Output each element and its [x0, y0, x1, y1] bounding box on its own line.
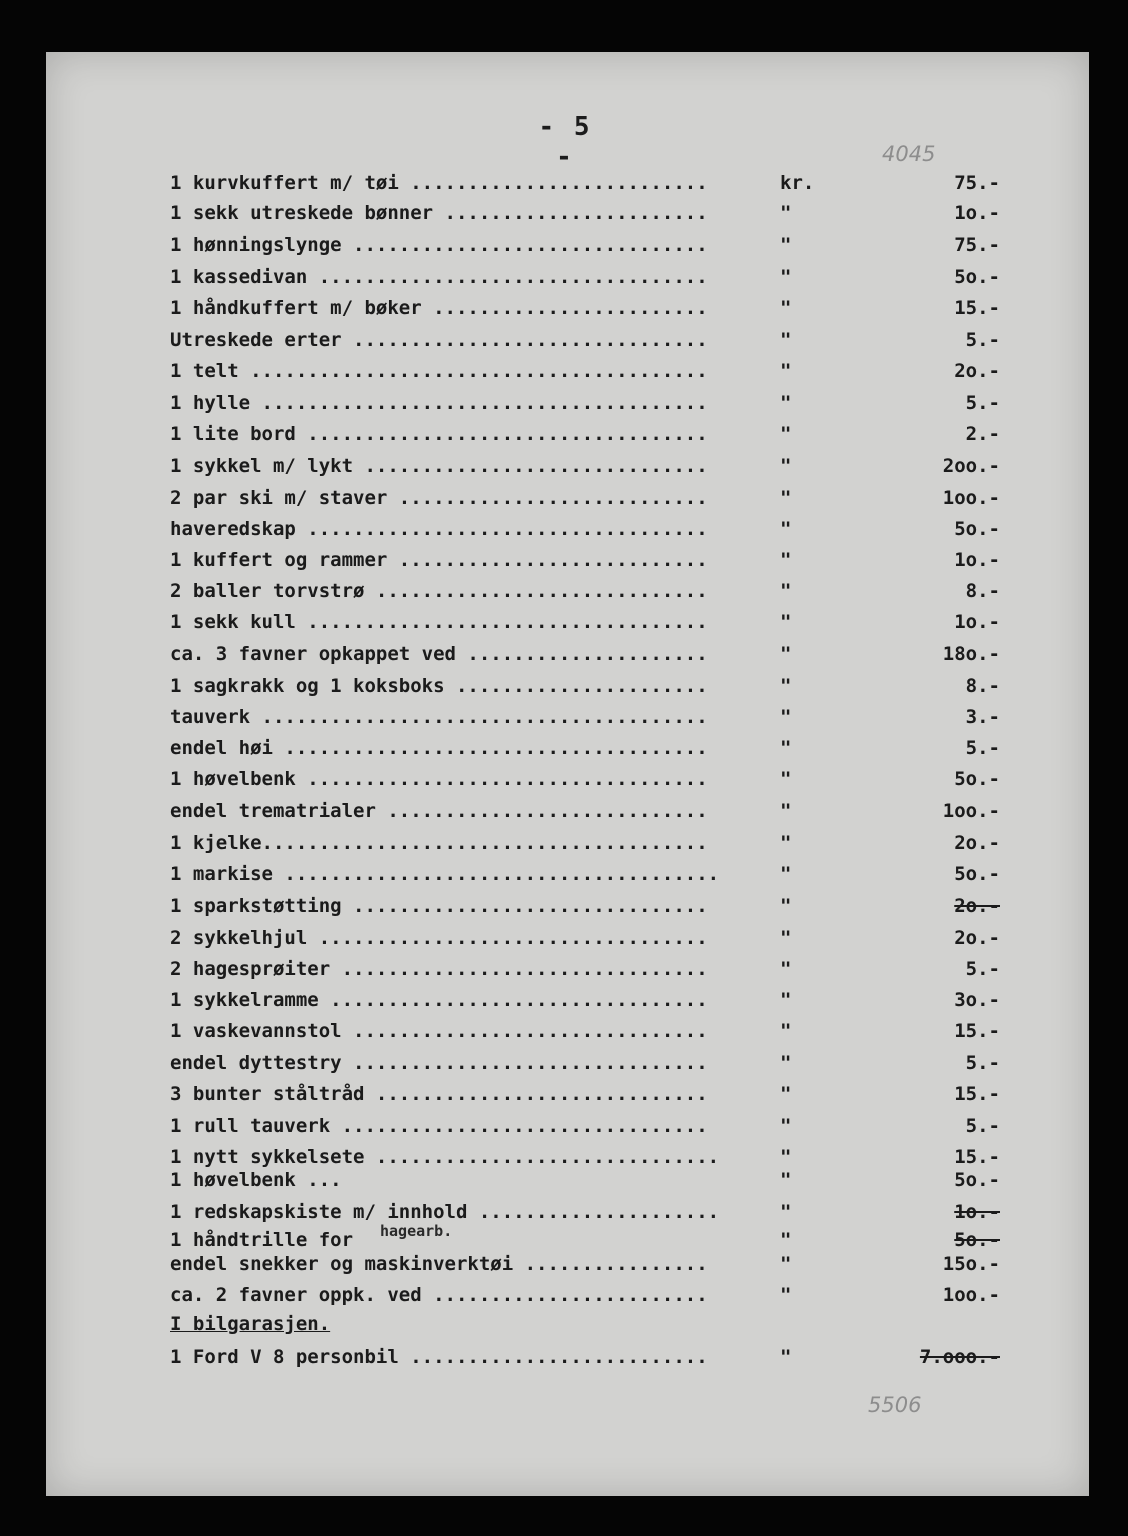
item-row	[170, 611, 1000, 639]
item-description: tauverk .......................................	[170, 706, 708, 728]
item-row	[170, 329, 1000, 357]
ditto-mark: "	[780, 800, 792, 822]
item-description: 1 vaskevannstol ...............................	[170, 1020, 708, 1042]
item-row	[170, 392, 1000, 420]
item-row	[170, 1083, 1000, 1111]
item-description: 1 sekk utreskede bønner .......................	[170, 202, 708, 224]
item-description: 2 baller torvstrø .............................	[170, 580, 708, 602]
item-row	[170, 706, 1000, 734]
ditto-mark: "	[780, 611, 792, 633]
item-amount: 5o.-	[954, 1229, 1000, 1251]
ditto-mark: "	[780, 675, 792, 697]
item-row	[170, 1020, 1000, 1048]
item-amount: 3o.-	[954, 989, 1000, 1011]
item-row	[170, 927, 1000, 955]
item-amount: 5.-	[965, 958, 1000, 980]
page-number: - 5 -	[538, 112, 592, 172]
item-amount: 3.-	[965, 706, 1000, 728]
final-item-row	[170, 1346, 1000, 1374]
item-amount: 15.-	[954, 1146, 1000, 1168]
item-amount: 1oo.-	[942, 1284, 1000, 1306]
item-description: 1 lite bord ...................................	[170, 423, 708, 445]
item-description: 1 redskapskiste m/ innhold .....................	[170, 1201, 720, 1223]
item-amount: 2o.-	[954, 360, 1000, 382]
pencil-note-top: 4045	[882, 142, 936, 166]
item-amount: 18o.-	[942, 643, 1000, 665]
item-description: 1 sagkrakk og 1 koksboks ......................	[170, 675, 708, 697]
item-row	[170, 643, 1000, 671]
item-row	[170, 832, 1000, 860]
ditto-mark: "	[780, 1083, 792, 1105]
final-item-amount: 7.ooo.-	[919, 1346, 1000, 1368]
item-row	[170, 202, 1000, 230]
ditto-mark: "	[780, 1115, 792, 1137]
item-row	[170, 234, 1000, 262]
item-row	[170, 1253, 1000, 1281]
item-row	[170, 549, 1000, 577]
item-row	[170, 423, 1000, 451]
item-amount: 1o.-	[954, 202, 1000, 224]
item-amount: 1oo.-	[942, 800, 1000, 822]
item-row	[170, 863, 1000, 891]
ditto-mark: "	[780, 1020, 792, 1042]
item-description: 1 sykkelramme .................................	[170, 989, 708, 1011]
item-amount: 15.-	[954, 297, 1000, 319]
item-row	[170, 172, 1000, 200]
ditto-mark: "	[780, 580, 792, 602]
item-description: Utreskede erter ...............................	[170, 329, 708, 351]
item-amount: 2o.-	[954, 927, 1000, 949]
item-amount: 5o.-	[954, 768, 1000, 790]
ditto-mark: "	[780, 455, 792, 477]
item-description: 1 hønningslynge ...............................	[170, 234, 708, 256]
item-description: endel trematrialer ............................	[170, 800, 708, 822]
item-row	[170, 266, 1000, 294]
item-description: 1 kjelke.......................................	[170, 832, 708, 854]
item-row	[170, 737, 1000, 765]
ditto-mark: "	[780, 234, 792, 256]
item-amount: 5.-	[965, 392, 1000, 414]
item-amount: 8.-	[965, 675, 1000, 697]
item-amount: 75.-	[954, 172, 1000, 194]
ditto-mark: "	[780, 1284, 792, 1306]
item-amount: 2o.-	[954, 832, 1000, 854]
item-row	[170, 768, 1000, 796]
item-amount: 5.-	[965, 329, 1000, 351]
ditto-mark: "	[780, 297, 792, 319]
item-amount: 75.-	[954, 234, 1000, 256]
ditto-mark: "	[780, 360, 792, 382]
item-description: 1 telt ........................................	[170, 360, 708, 382]
ditto-mark: "	[780, 989, 792, 1011]
ditto-mark: "	[780, 706, 792, 728]
ditto-mark: "	[780, 1229, 792, 1251]
item-amount: 8.-	[965, 580, 1000, 602]
item-amount: 2oo.-	[942, 455, 1000, 477]
item-description: endel snekker og maskinverktøi ................	[170, 1253, 708, 1275]
item-row	[170, 297, 1000, 325]
ditto-mark: "	[780, 1201, 792, 1223]
item-amount: 5o.-	[954, 1169, 1000, 1191]
item-row	[170, 675, 1000, 703]
ditto-mark: "	[780, 895, 792, 917]
item-description: 1 sekk kull ...................................	[170, 611, 708, 633]
item-amount: 1o.-	[954, 549, 1000, 571]
item-description: 1 kassedivan ..................................	[170, 266, 708, 288]
item-row	[170, 1169, 1000, 1197]
ditto-mark: "	[780, 1052, 792, 1074]
item-row	[170, 1284, 1000, 1312]
item-amount: 5o.-	[954, 266, 1000, 288]
item-description: 3 bunter ståltråd .............................	[170, 1083, 708, 1105]
item-amount: 1o.-	[954, 611, 1000, 633]
ditto-mark: "	[780, 1253, 792, 1275]
ditto-mark: "	[780, 392, 792, 414]
ditto-mark: "	[780, 1146, 792, 1168]
ditto-mark: "	[780, 487, 792, 509]
item-description: haveredskap ...................................	[170, 518, 708, 540]
item-description: 1 rull tauverk ................................	[170, 1115, 708, 1137]
ditto-mark: "	[780, 549, 792, 571]
item-amount: 15.-	[954, 1083, 1000, 1105]
item-amount: 1oo.-	[942, 487, 1000, 509]
item-row	[170, 518, 1000, 546]
item-description: 2 hagesprøiter ................................	[170, 958, 708, 980]
ditto-mark: "	[780, 768, 792, 790]
ditto-mark: "	[780, 643, 792, 665]
ditto-mark: "	[780, 927, 792, 949]
item-row	[170, 1052, 1000, 1080]
item-amount: 1o.-	[954, 1201, 1000, 1223]
ditto-mark: "	[780, 329, 792, 351]
item-description: 1 kurvkuffert m/ tøi ..........................	[170, 172, 708, 194]
item-description: ca. 3 favner opkappet ved .....................	[170, 643, 708, 665]
item-amount: 5.-	[965, 1052, 1000, 1074]
ditto-mark: "	[780, 1169, 792, 1191]
handtrille-suffix: hagearb.	[380, 1222, 453, 1240]
item-amount: 2.-	[965, 423, 1000, 445]
ditto-mark: "	[780, 863, 792, 885]
item-amount: 5o.-	[954, 518, 1000, 540]
item-amount: 5o.-	[954, 863, 1000, 885]
ditto-mark: "	[780, 832, 792, 854]
item-row	[170, 360, 1000, 388]
item-amount: 15.-	[954, 1020, 1000, 1042]
ditto-mark: "	[780, 266, 792, 288]
ditto-mark: "	[780, 1346, 792, 1368]
currency-label: kr.	[780, 172, 815, 194]
item-description: 2 sykkelhjul ..................................	[170, 927, 708, 949]
item-row	[170, 1115, 1000, 1143]
item-amount: 5.-	[965, 1115, 1000, 1137]
ditto-mark: "	[780, 958, 792, 980]
item-description: 1 sykkel m/ lykt ..............................	[170, 455, 708, 477]
item-amount: 5.-	[965, 737, 1000, 759]
item-row	[170, 455, 1000, 483]
item-description: endel dyttestry ...............................	[170, 1052, 708, 1074]
item-description: ca. 2 favner oppk. ved ........................	[170, 1284, 708, 1306]
item-row	[170, 487, 1000, 515]
item-description: 1 høvelbenk ...................................	[170, 768, 708, 790]
item-row	[170, 1201, 1000, 1229]
item-row	[170, 895, 1000, 923]
item-row	[170, 989, 1000, 1017]
item-description: 1 høvelbenk ...	[170, 1169, 342, 1191]
item-description: 1 hylle .......................................	[170, 392, 708, 414]
item-description: 1 kuffert og rammer ...........................	[170, 549, 708, 571]
item-amount: 2o.-	[954, 895, 1000, 917]
item-description: 1 sparkstøtting ...............................	[170, 895, 708, 917]
ditto-mark: "	[780, 737, 792, 759]
item-row	[170, 800, 1000, 828]
item-description: 2 par ski m/ staver ...........................	[170, 487, 708, 509]
ditto-mark: "	[780, 518, 792, 540]
item-amount: 15o.-	[942, 1253, 1000, 1275]
item-row	[170, 580, 1000, 608]
ditto-mark: "	[780, 202, 792, 224]
ditto-mark: "	[780, 423, 792, 445]
item-description: endel høi .....................................	[170, 737, 708, 759]
item-description: 1 nytt sykkelsete ..............................	[170, 1146, 720, 1168]
item-description: 1 håndkuffert m/ bøker ........................	[170, 297, 708, 319]
item-description: 1 markise ......................................	[170, 863, 720, 885]
section-heading: I bilgarasjen.	[170, 1313, 331, 1335]
item-row	[170, 958, 1000, 986]
pencil-note-bottom: 5506	[868, 1393, 922, 1417]
final-item-desc: 1 Ford V 8 personbil ..........................	[170, 1346, 708, 1368]
item-description: 1 håndtrille for	[170, 1229, 354, 1251]
